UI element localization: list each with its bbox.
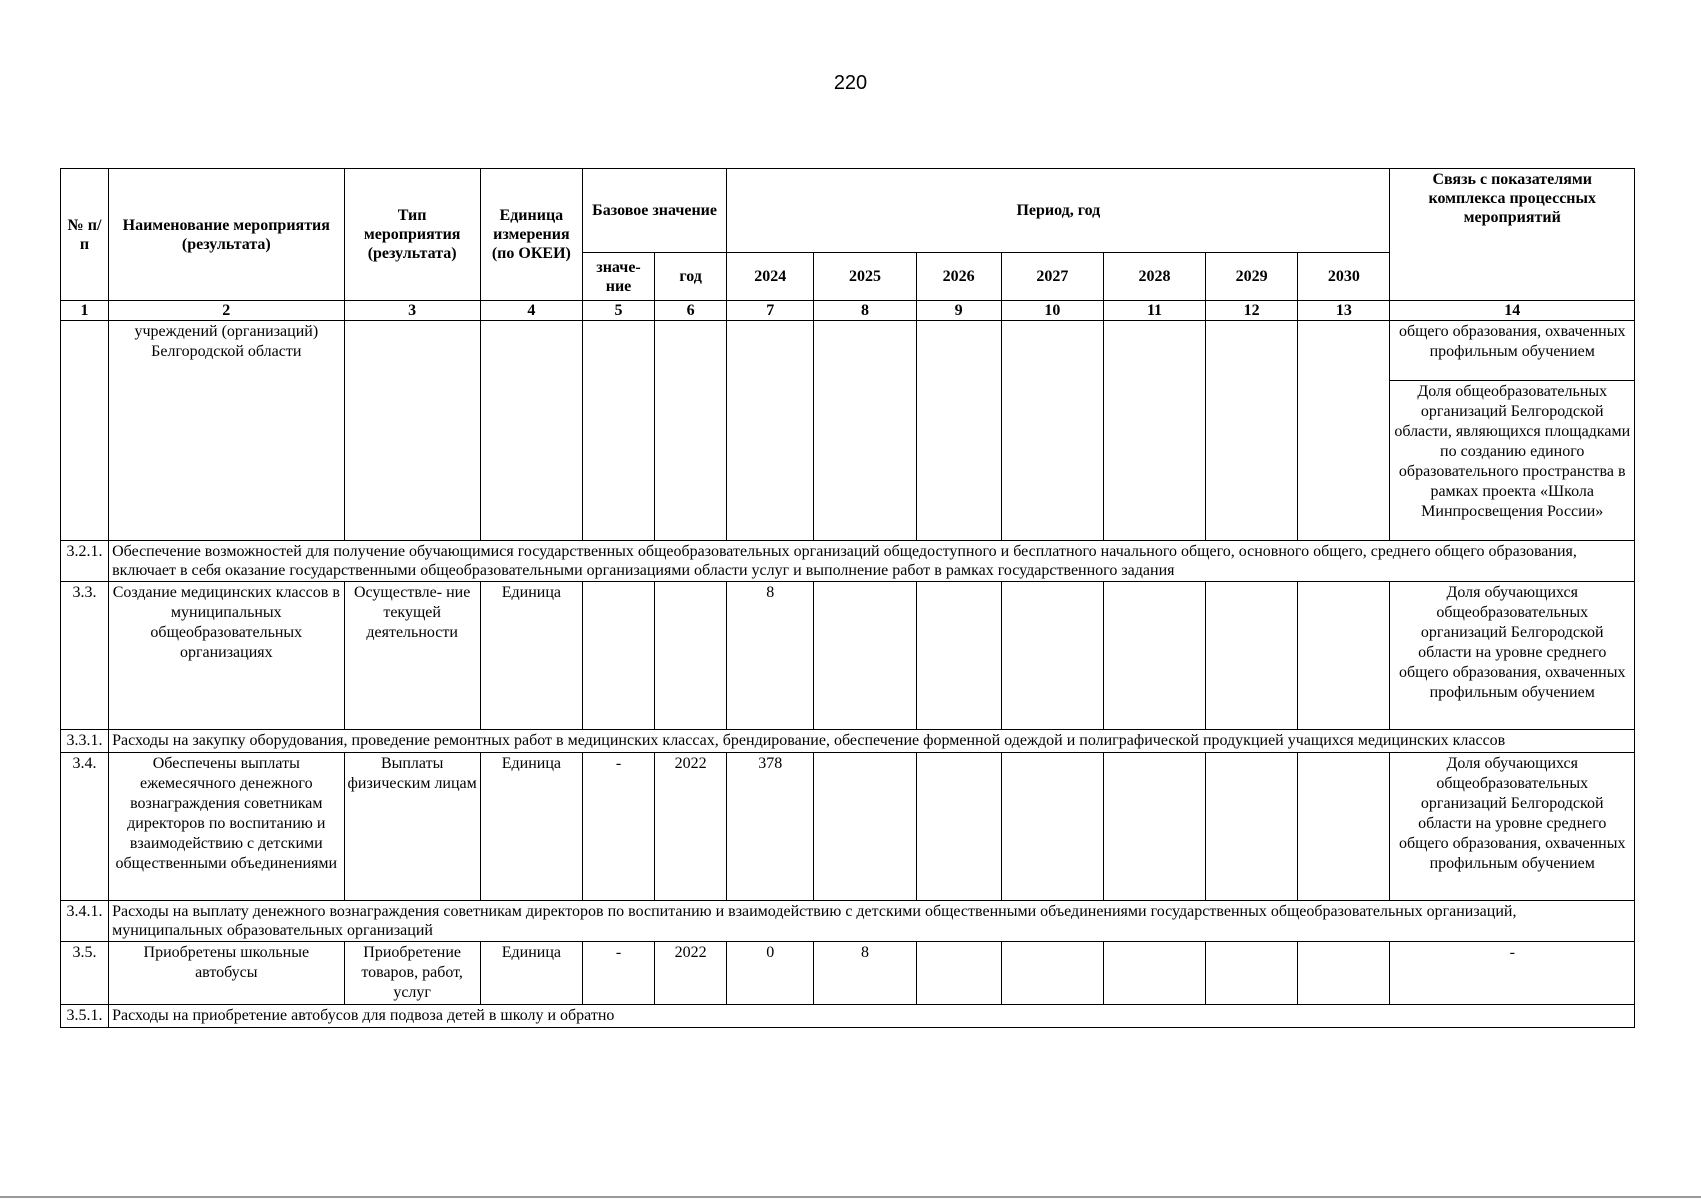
row-number: 3.4.1. (61, 901, 109, 942)
column-number: 9 (916, 301, 1001, 321)
indicator-link: Доля обучающихся общеобразовательных организаций Белгородской области на уровне среднего общего образования, охваченных профильным обучением (1390, 582, 1635, 730)
activity-name: Приобретены школьные автобусы (109, 942, 344, 1005)
table-row (61, 901, 1635, 942)
row-number: 3.4. (61, 753, 109, 901)
column-number: 3 (344, 301, 480, 321)
expense-description: Обеспечение возможностей для получение обучающимися государственных общеобразовательных организаций общедоступного и бесплатного начального общего, основного общего, среднего общего образования, включает в себя оказание государственными общеобразовательными организациями области услуг и выполнение работ в рамках государственного задания (109, 541, 1635, 582)
header-base: Базовое значение (582, 169, 726, 253)
table-row (61, 321, 1635, 381)
header-link: Связь с показателями комплекса процессных мероприятий (1390, 169, 1635, 301)
column-number: 4 (480, 301, 582, 321)
table-row (61, 753, 1635, 901)
header-year-2027: 2027 (1001, 253, 1103, 301)
page-number: 220 (833, 72, 868, 94)
base-value: - (582, 942, 654, 1005)
indicator-link: - (1390, 942, 1635, 1005)
table-row (61, 730, 1635, 753)
header-year-2024: 2024 (727, 253, 814, 301)
activity-name: Обеспечены выплаты ежемесячного денежного вознаграждения советникам директоров по воспитанию и взаимодействию с детскими общественными объединениями (109, 753, 344, 901)
column-number: 11 (1103, 301, 1205, 321)
indicator-link: Доля общеобразовательных организаций Белгородской области, являющихся площадками по созданию единого образовательного пространства в рамках проекта «Школа Минпросвещения России» (1390, 381, 1635, 541)
activity-type: Приобретение товаров, работ, услуг (344, 942, 480, 1005)
table-row (61, 942, 1635, 1005)
expense-description: Расходы на выплату денежного вознаграждения советникам директоров по воспитанию и взаимодействию с детскими общественными объединениями государственных общеобразовательных организаций, муниципальных образовательных организаций (109, 901, 1635, 942)
column-number: 14 (1390, 301, 1635, 321)
column-number: 13 (1298, 301, 1390, 321)
column-number: 6 (655, 301, 727, 321)
header-year-2029: 2029 (1206, 253, 1298, 301)
header-type: Тип мероприятия (результата) (344, 169, 480, 301)
base-value: - (582, 753, 654, 901)
activity-unit: Единица (480, 582, 582, 730)
header-unit: Единица измерения (по ОКЕИ) (480, 169, 582, 301)
header-base-value: значе- ние (582, 253, 654, 301)
header-base-year: год (655, 253, 727, 301)
base-year: 2022 (655, 753, 727, 901)
column-number: 1 (61, 301, 109, 321)
expense-description: Расходы на приобретение автобусов для подвоза детей в школу и обратно (109, 1005, 1635, 1028)
row-number: 3.5.1. (61, 1005, 109, 1028)
header-year-2025: 2025 (814, 253, 916, 301)
row-number: 3.5. (61, 942, 109, 1005)
base-year: 2022 (655, 942, 727, 1005)
header-year-2030: 2030 (1298, 253, 1390, 301)
table-row (61, 1005, 1635, 1028)
header-year-2026: 2026 (916, 253, 1001, 301)
header-year-2028: 2028 (1103, 253, 1205, 301)
value-2024: 378 (727, 753, 814, 901)
row-number: 3.3. (61, 582, 109, 730)
value-2024: 8 (727, 582, 814, 730)
row-number: 3.3.1. (61, 730, 109, 753)
activity-name: Создание медицинских классов в муниципальных общеобразовательных организациях (109, 582, 344, 730)
scan-edge-line (0, 1196, 1701, 1198)
header-period: Период, год (727, 169, 1390, 253)
activity-name: учреждений (организаций) Белгородской области (109, 321, 344, 541)
column-number: 5 (582, 301, 654, 321)
column-number-row (61, 301, 1635, 321)
activity-type: Выплаты физическим лицам (344, 753, 480, 901)
value-2025: 8 (814, 942, 916, 1005)
header-name: Наименование мероприятия (результата) (109, 169, 344, 301)
table-row (61, 541, 1635, 582)
column-number: 2 (109, 301, 344, 321)
column-number: 8 (814, 301, 916, 321)
value-2024: 0 (727, 942, 814, 1005)
column-number: 10 (1001, 301, 1103, 321)
activities-table (60, 168, 1635, 1028)
header-num: № п/п (61, 169, 109, 301)
expense-description: Расходы на закупку оборудования, проведение ремонтных работ в медицинских классах, брендирование, обеспечение форменной одеждой и полиграфической продукцией учащихся медицинских классов (109, 730, 1635, 753)
activity-unit: Единица (480, 753, 582, 901)
activity-unit: Единица (480, 942, 582, 1005)
activity-type: Осуществле- ние текущей деятельности (344, 582, 480, 730)
column-number: 12 (1206, 301, 1298, 321)
indicator-link: Доля обучающихся общеобразовательных организаций Белгородской области на уровне среднего общего образования, охваченных профильным обучением (1390, 753, 1635, 901)
indicator-link: общего образования, охваченных профильным обучением (1390, 321, 1635, 381)
column-number: 7 (727, 301, 814, 321)
row-number: 3.2.1. (61, 541, 109, 582)
table-row (61, 582, 1635, 730)
